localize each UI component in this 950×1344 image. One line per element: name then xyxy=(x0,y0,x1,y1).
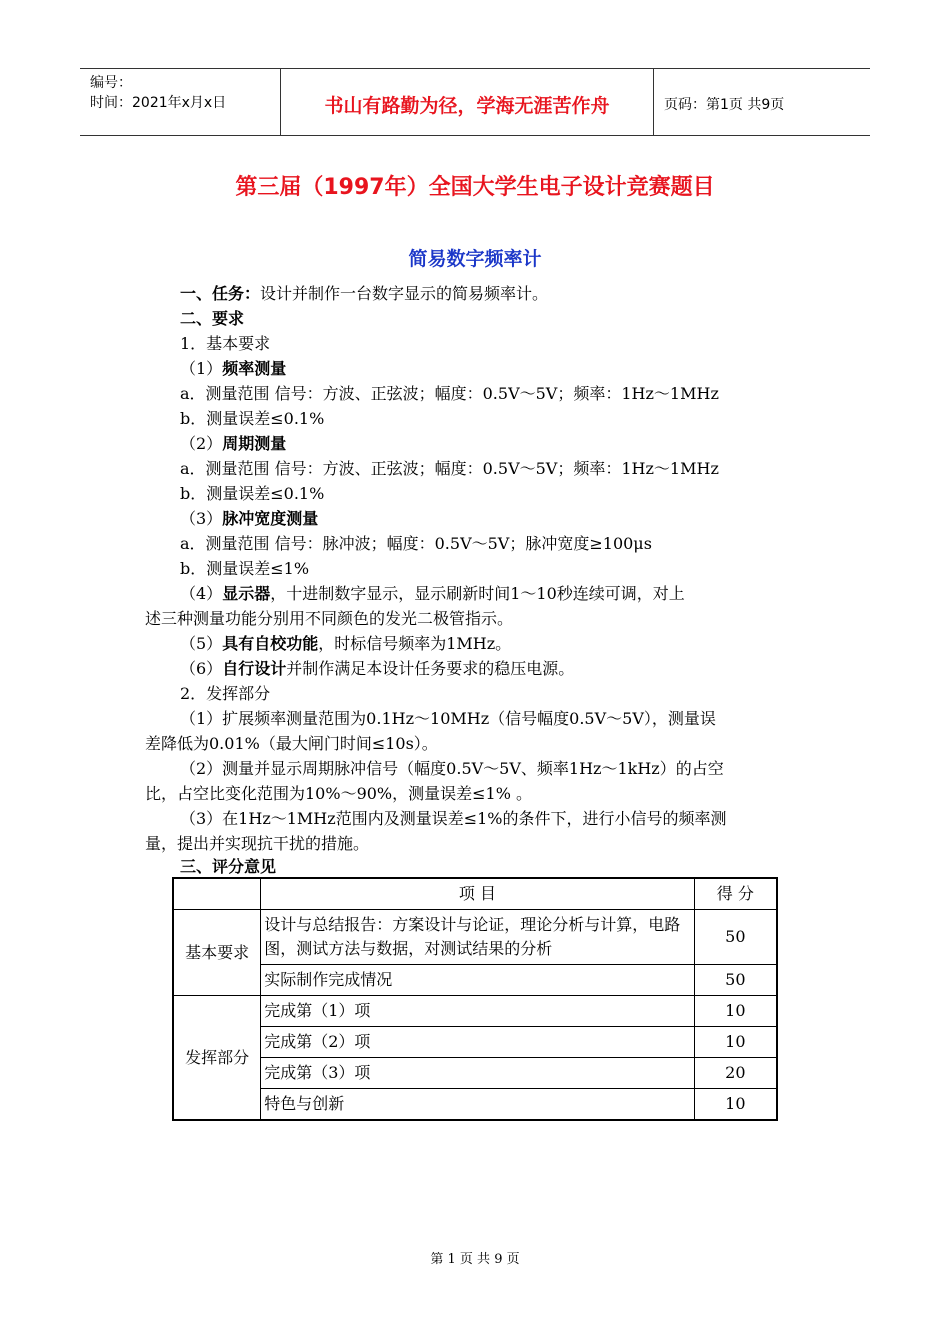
item-3-num: （3） xyxy=(180,509,223,528)
scoring-table xyxy=(172,877,778,1121)
item-2-a: a．测量范围 信号：方波、正弦波；幅度：0.5V～5V；频率：1Hz～1MHz xyxy=(180,459,719,478)
item-2-num: （2） xyxy=(180,434,223,453)
header-motto-cell xyxy=(281,69,654,135)
doc-title: 第三届（1997年）全国大学生电子设计竞赛题目 xyxy=(235,175,715,200)
section-requirements-head: 二、要求 xyxy=(180,309,245,328)
table-row-score: 10 xyxy=(694,1027,777,1058)
item-2-title: 周期测量 xyxy=(222,434,287,453)
item-5-title: 具有自校功能 xyxy=(222,634,319,653)
item-6-title: 自行设计 xyxy=(222,659,287,678)
ext-1-line1: （1）扩展频率测量范围为0.1Hz～10MHz（信号幅度0.5V～5V），测量误 xyxy=(180,709,716,728)
item-6-text: 并制作满足本设计任务要求的稳压电源。 xyxy=(286,659,575,678)
item-3-title: 脉冲宽度测量 xyxy=(222,509,319,528)
page-label: 页码：第1页 共9页 xyxy=(664,97,785,113)
extension-head: 2．发挥部分 xyxy=(180,684,271,703)
table-group-basic: 基本要求 xyxy=(173,910,261,996)
ext-2-line1: （2）测量并显示周期脉冲信号（幅度0.5V～5V、频率1Hz～1kHz）的占空 xyxy=(180,759,724,778)
table-row-score: 10 xyxy=(694,996,777,1027)
table-row xyxy=(173,1058,777,1089)
item-4-line1 xyxy=(180,584,685,604)
item-4-text: ，十进制数字显示，显示刷新时间1～10秒连续可调，对上 xyxy=(270,584,685,603)
table-row-item: 设计与总结报告：方案设计与论证，理论分析与计算，电路图，测试方法与数据，对测试结果的分析 xyxy=(261,910,694,965)
item-2-head xyxy=(180,434,286,454)
table-row-item: 实际制作完成情况 xyxy=(261,965,694,996)
item-6 xyxy=(180,659,574,679)
item-1-title: 频率测量 xyxy=(222,359,287,378)
table-row-score: 50 xyxy=(694,910,777,965)
table-header-empty xyxy=(173,878,261,910)
ext-2-line2: 比，占空比变化范围为10%～90%，测量误差≤1% 。 xyxy=(145,784,533,803)
document-header xyxy=(80,68,870,136)
item-6-num: （6） xyxy=(180,659,223,678)
item-3-b: b．测量误差≤1% xyxy=(180,559,310,578)
item-5 xyxy=(180,634,511,654)
ext-1-line2: 差降低为0.01%（最大闸门时间≤10s）。 xyxy=(145,734,438,753)
section-task xyxy=(180,284,548,304)
page-footer: 第 1 页 共 9 页 xyxy=(430,1252,520,1267)
item-4-line2: 述三种测量功能分别用不同颜色的发光二极管指示。 xyxy=(145,609,514,628)
table-header-item: 项 目 xyxy=(261,878,694,910)
table-row-item: 特色与创新 xyxy=(261,1089,694,1121)
item-1-head xyxy=(180,359,286,379)
time-label: 时间：2021年x月x日 xyxy=(90,95,227,111)
header-info-cell xyxy=(80,69,281,135)
item-3-head xyxy=(180,509,318,529)
item-4-num: （4） xyxy=(180,584,223,603)
section-task-text: 设计并制作一台数字显示的简易频率计。 xyxy=(260,284,549,303)
table-row xyxy=(173,1089,777,1121)
number-label: 编号： xyxy=(90,75,132,91)
item-3-a: a．测量范围 信号：脉冲波；幅度：0.5V～5V；脉冲宽度≥100μs xyxy=(180,534,652,553)
item-5-num: （5） xyxy=(180,634,223,653)
table-row xyxy=(173,910,777,965)
item-5-text: ，时标信号频率为1MHz。 xyxy=(318,634,512,653)
table-header-row xyxy=(173,878,777,910)
table-group-ext: 发挥部分 xyxy=(173,996,261,1121)
item-4-title: 显示器 xyxy=(222,584,271,603)
item-1-b: b．测量误差≤0.1% xyxy=(180,409,325,428)
ext-3-line2: 量，提出并实现抗干扰的措施。 xyxy=(145,834,370,853)
table-row-score: 10 xyxy=(694,1089,777,1121)
section-scoring-head: 三、评分意见 xyxy=(180,857,277,876)
table-row-item: 完成第（3）项 xyxy=(261,1058,694,1089)
table-row-score: 20 xyxy=(694,1058,777,1089)
item-1-num: （1） xyxy=(180,359,223,378)
table-row-item: 完成第（1）项 xyxy=(261,996,694,1027)
table-row-item: 完成第（2）项 xyxy=(261,1027,694,1058)
table-row xyxy=(173,1027,777,1058)
ext-3-line1: （3）在1Hz～1MHz范围内及测量误差≤1%的条件下，进行小信号的频率测 xyxy=(180,809,727,828)
section-task-head: 一、任务： xyxy=(180,284,261,303)
basic-requirements-head: 1．基本要求 xyxy=(180,334,271,353)
table-row xyxy=(173,965,777,996)
doc-subtitle: 简易数字频率计 xyxy=(408,248,542,270)
item-2-b: b．测量误差≤0.1% xyxy=(180,484,325,503)
header-page-cell xyxy=(654,69,870,135)
table-header-score: 得 分 xyxy=(694,878,777,910)
item-1-a: a．测量范围 信号：方波、正弦波；幅度：0.5V～5V；频率：1Hz～1MHz xyxy=(180,384,719,403)
table-row xyxy=(173,996,777,1027)
table-row-score: 50 xyxy=(694,965,777,996)
motto-text: 书山有路勤为径，学海无涯苦作舟 xyxy=(324,95,610,117)
